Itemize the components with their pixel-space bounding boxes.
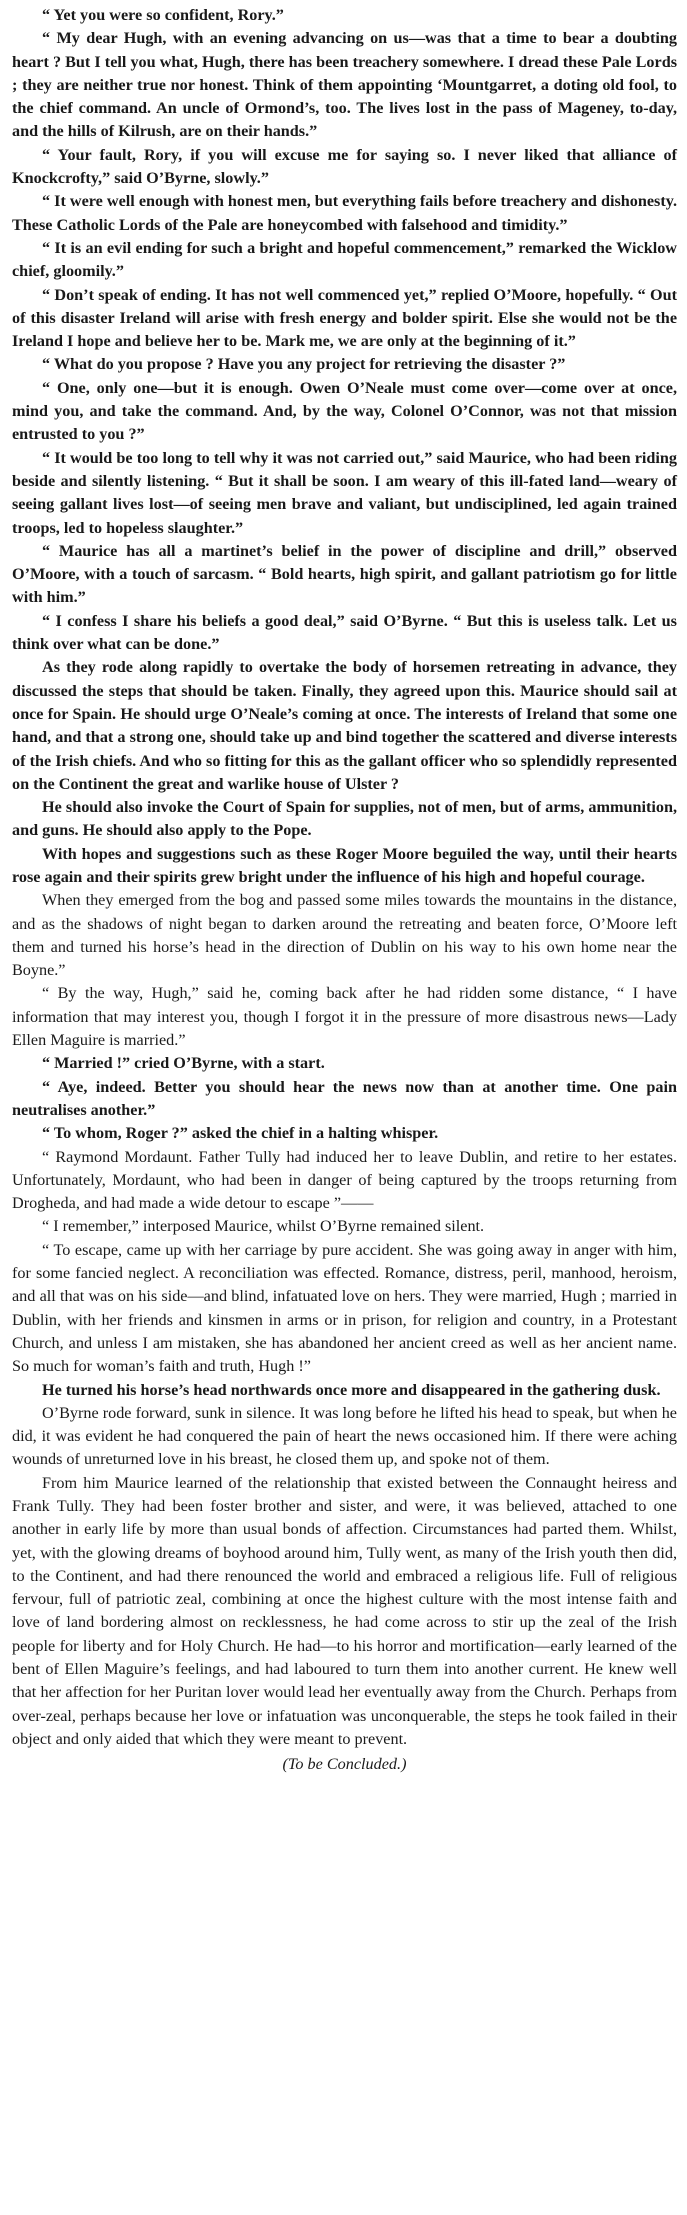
article-paragraph: “ To escape, came up with her carriage by pure accident. She was going away in anger with him, for some fancied neglect. A reconciliation was effected. Romance, distress, peril, manhood, heroism, and all that was on his side—and blind, infatuated love on hers. They were married, Hugh ; married in Dublin, with her friends and kinsmen in arms or in prison, for religion and country, in a Protestant Church, and unless I am mistaken, she has abandoned her ancient creed as well as her ancient name. So much for woman’s faith and truth, Hugh !” [12, 1240, 677, 1376]
article-paragraph: “ Maurice has all a martinet’s belief in the power of discipline and drill,” observed O’Moore, with a touch of sarcasm. “ Bold hearts, high spirit, and gallant patriotism go for little with him.” [12, 541, 677, 607]
article-paragraph: “ Don’t speak of ending. It has not well commenced yet,” replied O’Moore, hopefully. “ Out of this disaster Ireland will arise with fresh energy and bolder spirit. Else she would not be the Ireland I hope and believe her to be. Mark me, we are only at the beginning of it.” [12, 285, 677, 351]
article-paragraph: “ It is an evil ending for such a bright and hopeful commencement,” remarked the Wicklow chief, gloomily.” [12, 238, 677, 281]
article-paragraph: “ Your fault, Rory, if you will excuse me for saying so. I never liked that alliance of Knockcrofty,” said O’Byrne, slowly.” [12, 145, 677, 188]
article-paragraph: “ I remember,” interposed Maurice, whilst O’Byrne remained silent. [42, 1217, 485, 1236]
article-paragraph: “ Married !” cried O’Byrne, with a start. [42, 1054, 325, 1073]
article-paragraph: “ One, only one—but it is enough. Owen O’Neale must come over—come over at once, mind you, and take the command. And, by the way, Colonel O’Connor, was not that mission entrusted to you ?” [12, 378, 677, 444]
article-body [12, 4, 677, 1751]
article-paragraph: “ By the way, Hugh,” said he, coming back after he had ridden some distance, “ I have information that may interest you, though I forgot it in the pressure of more disastrous news—Lady Ellen Maguire is married.” [12, 984, 677, 1050]
article-paragraph: “ My dear Hugh, with an evening advancing on us—was that a time to bear a doubting heart ? But I tell you what, Hugh, there has been treachery somewhere. I dread these Pale Lords ; they are neither true nor honest. Think of them appointing ‘Mountgarret, a doting old fool, to the chief command. An uncle of Ormond’s, too. The lives lost in the pass of Mageney, to-day, and the hills of Kilrush, are on their hands.” [12, 29, 677, 141]
article-paragraph: From him Maurice learned of the relationship that existed between the Connaught heiress and Frank Tully. They had been foster brother and sister, and were, it was believed, attached to one another in early life by more than usual bonds of affection. Circumstances had parted them. Whilst, yet, with the glowing dreams of boyhood around him, Tully went, as many of the Irish youth then did, to the Continent, and had there renounced the world and embraced a religious life. Full of religious fervour, full of patriotic zeal, combining at once the highest culture with the most intense faith and love of land bordering almost on recklessness, he had come across to stir up the zeal of the Irish people for liberty and for Holy Church. He had—to his horror and mortification—early learned of the bent of Ellen Maguire’s feelings, and had laboured to turn them into another current. He knew well that her affection for her Puritan lover would lead her eventually away from the Church. Perhaps from over-zeal, perhaps because her love or infatuation was unconquerable, the steps he took failed in their object and only aided that which they were meant to prevent. [12, 1473, 677, 1748]
article-paragraph: He should also invoke the Court of Spain for supplies, not of men, but of arms, ammunition, and guns. He should also apply to the Pope. [12, 798, 677, 840]
article-paragraph: O’Byrne rode forward, sunk in silence. It was long before he lifted his head to speak, but when he did, it was evident he had conquered the pain of heart the news occasioned him. If there were aching wounds of unreturned love in his breast, he closed them up, and spoke not of them. [12, 1403, 677, 1469]
article-paragraph: “ Raymond Mordaunt. Father Tully had induced her to leave Dublin, and retire to her estates. Unfortunately, Mordaunt, who had been in danger of being captured by the troops returning from Drogheda, and had made a wide detour to escape ”—— [12, 1147, 677, 1213]
article-paragraph: As they rode along rapidly to overtake the body of horsemen retreating in advance, they discussed the steps that should be taken. Finally, they agreed upon this. Maurice should sail at once for Spain. He should urge O’Neale’s coming at once. The interests of Ireland that some one hand, and that a strong one, should take up and bind together the scattered and diverse interests of the Irish chiefs. And who so fitting for this as the gallant officer who so splendidly represented on the Continent the great and warlike house of Ulster ? [12, 658, 677, 793]
article-paragraph: “ To whom, Roger ?” asked the chief in a halting whisper. [42, 1124, 439, 1143]
article-paragraph: “ Aye, indeed. Better you should hear the news now than at another time. One pain neutralises another.” [12, 1077, 677, 1119]
article-paragraph: “ Yet you were so confident, Rory.” [42, 6, 284, 24]
article-paragraph: “ I confess I share his beliefs a good deal,” said O’Byrne. “ But this is useless talk. Let us think over what can be done.” [12, 611, 677, 654]
continuation-note: (To be Concluded.) [282, 1755, 407, 1774]
article-paragraph: “ It would be too long to tell why it was not carried out,” said Maurice, who had been riding beside and silently listening. “ But it shall be soon. I am weary of this ill-fated land—weary of seeing gallant lives lost—of seeing men brave and valiant, but undisciplined, led again trained troops, led to hopeless slaughter.” [12, 448, 677, 537]
article-paragraph: When they emerged from the bog and passed some miles towards the mountains in the distance, and as the shadows of night began to darken around the retreating and beaten force, O’Moore left them and turned his horse’s head in the direction of Dublin on his way to his own home near the Boyne.” [12, 891, 677, 980]
article-paragraph: “ What do you propose ? Have you any project for retrieving the disaster ?” [42, 355, 566, 374]
article-paragraph: He turned his horse’s head northwards once more and disappeared in the gathering dusk. [42, 1380, 661, 1399]
article-paragraph: “ It were well enough with honest men, but everything fails before treachery and dishonesty. These Catholic Lords of the Pale are honeycombed with falsehood and timidity.” [12, 192, 677, 234]
article-paragraph: With hopes and suggestions such as these Roger Moore beguiled the way, until their hearts rose again and their spirits grew bright under the influence of his high and hopeful courage. [12, 844, 677, 886]
